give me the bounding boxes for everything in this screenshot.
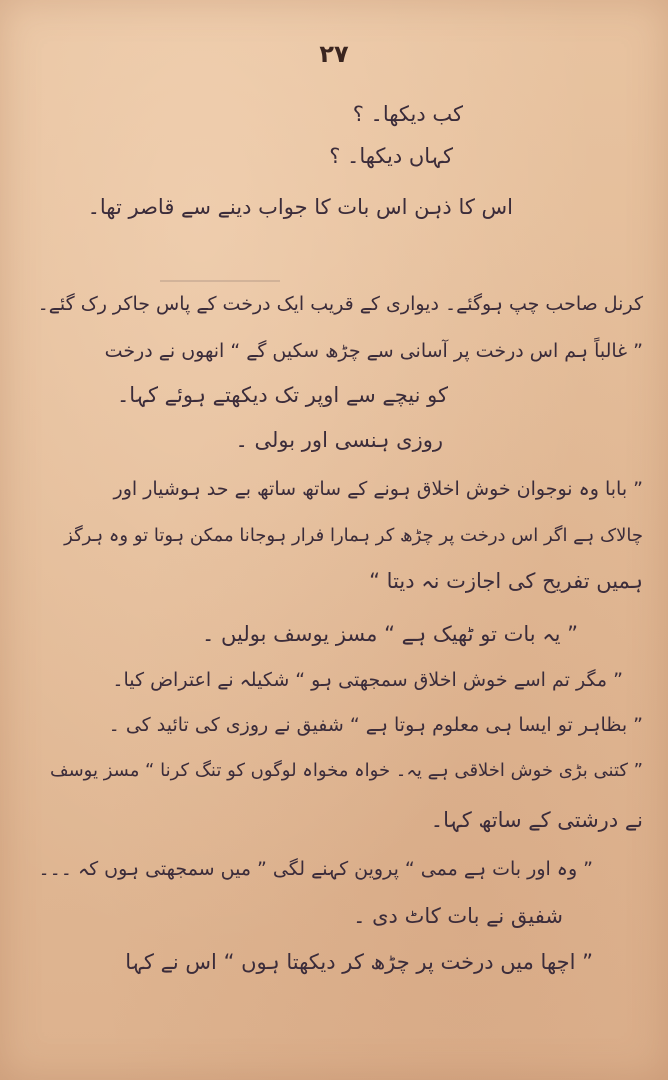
text-line-8: ” بابا وہ نوجوان خوش اخلاق ہونے کے ساتھ ساتھ بے حد ہوشیار اور xyxy=(113,478,643,500)
text-line-3: اس کا ذہن اس بات کا جواب دینے سے قاصر تھا۔ xyxy=(87,195,513,219)
text-line-15: نے درشتی کے ساتھ کہا۔ xyxy=(430,808,643,832)
text-line-11: ” یہ بات تو ٹھیک ہے “ مسز یوسف بولیں ۔ xyxy=(202,622,578,646)
text-line-14: ” کتنی بڑی خوش اخلاقی ہے یہ۔ خواہ مخواہ لوگوں کو تنگ کرنا “ مسز یوسف xyxy=(49,760,643,781)
text-line-16: ” وہ اور بات ہے ممی “ پروین کہنے لگی ” میں سمجھتی ہوں کہ ۔۔۔ xyxy=(38,858,593,880)
paper-stain xyxy=(160,280,280,282)
text-line-5: ” غالباً ہم اس درخت پر آسانی سے چڑھ سکیں گے “ انھوں نے درخت xyxy=(104,340,643,362)
text-line-18: ” اچھا میں درخت پر چڑھ کر دیکھتا ہوں “ اس نے کہا xyxy=(125,950,593,974)
page-number: ۲۷ xyxy=(319,40,349,68)
text-line-9: چالاک ہے اگر اس درخت پر چڑھ کر ہمارا فرار ہوجانا ممکن ہوتا تو وہ ہرگز xyxy=(64,525,643,546)
text-line-4: کرنل صاحب چپ ہوگئے۔ دیواری کے قریب ایک درخت کے پاس جاکر رک گئے۔ xyxy=(37,293,643,315)
text-line-7: روزی ہنسی اور بولی ۔ xyxy=(235,428,443,452)
text-line-6: کو نیچے سے اوپر تک دیکھتے ہوئے کہا۔ xyxy=(117,383,448,407)
text-line-12: ” مگر تم اسے خوش اخلاق سمجھتی ہو “ شکیلہ نے اعتراض کیا۔ xyxy=(112,669,623,691)
text-line-1: کب دیکھا۔ ؟ xyxy=(352,102,463,126)
text-line-17: شفیق نے بات کاٹ دی ۔ xyxy=(353,904,563,928)
text-line-13: ” بظاہر تو ایسا ہی معلوم ہوتا ہے “ شفیق نے روزی کی تائید کی ۔ xyxy=(108,714,643,736)
text-line-2: کہاں دیکھا۔ ؟ xyxy=(329,144,453,168)
text-line-10: ہمیں تفریح کی اجازت نہ دیتا “ xyxy=(369,569,643,593)
